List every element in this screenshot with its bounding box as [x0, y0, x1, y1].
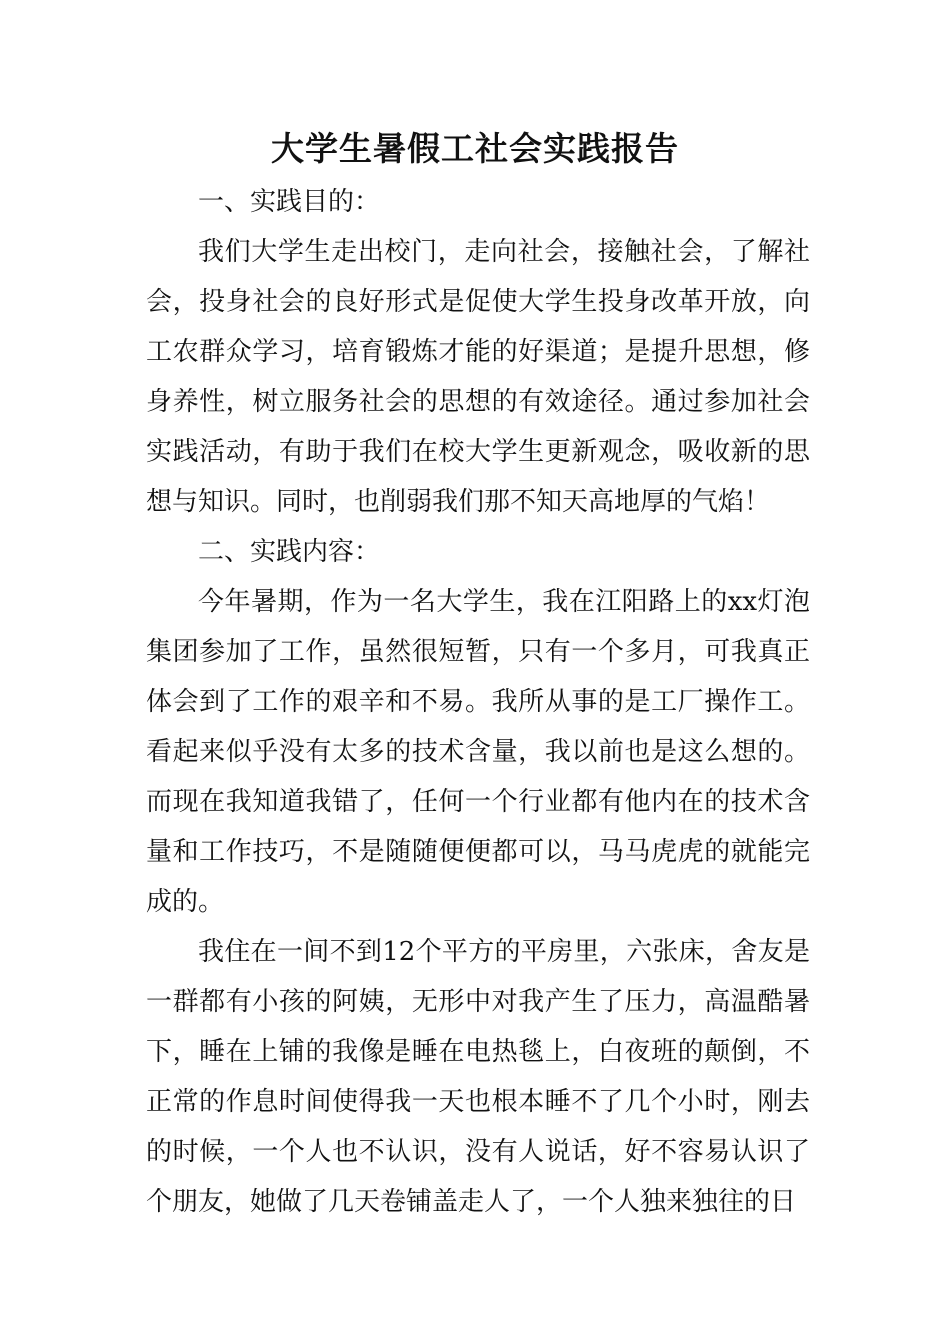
- paragraph-work-experience: 今年暑期，作为一名大学生，我在江阳路上的xx灯泡集团参加了工作，虽然很短暂，只有一个多月，可我真正体会到了工作的艰辛和不易。我所从事的是工厂操作工。看起来似乎没有太多的技术含量，我以前也是这么想的。而现在我知道我错了，任何一个行业都有他内在的技术含量和工作技巧，不是随随便便都可以，马马虎虎的就能完成的。: [146, 587, 810, 917]
- document-body: [146, 177, 810, 1227]
- section-heading-content: 二、实践内容：: [198, 537, 381, 567]
- section-heading-purpose: 一、实践目的：: [198, 187, 381, 217]
- document-title: 大学生暑假工社会实践报告: [271, 129, 679, 168]
- paragraph-living-conditions: 我住在一间不到12个平方的平房里，六张床，舍友是一群都有小孩的阿姨，无形中对我产生了压力，高温酷暑下，睡在上铺的我像是睡在电热毯上，白夜班的颠倒，不正常的作息时间使得我一天也根本睡不了几个小时，刚去的时候，一个人也不认识，没有人说话，好不容易认识了个朋友，她做了几天卷铺盖走人了，一个人独来独往的日: [146, 937, 810, 1217]
- paragraph-purpose: 我们大学生走出校门，走向社会，接触社会，了解社会，投身社会的良好形式是促使大学生投身改革开放，向工农群众学习，培育锻炼才能的好渠道；是提升思想，修身养性，树立服务社会的思想的有效途径。通过参加社会实践活动，有助于我们在校大学生更新观念，吸收新的思想与知识。同时，也削弱我们那不知天高地厚的气焰！: [146, 237, 810, 517]
